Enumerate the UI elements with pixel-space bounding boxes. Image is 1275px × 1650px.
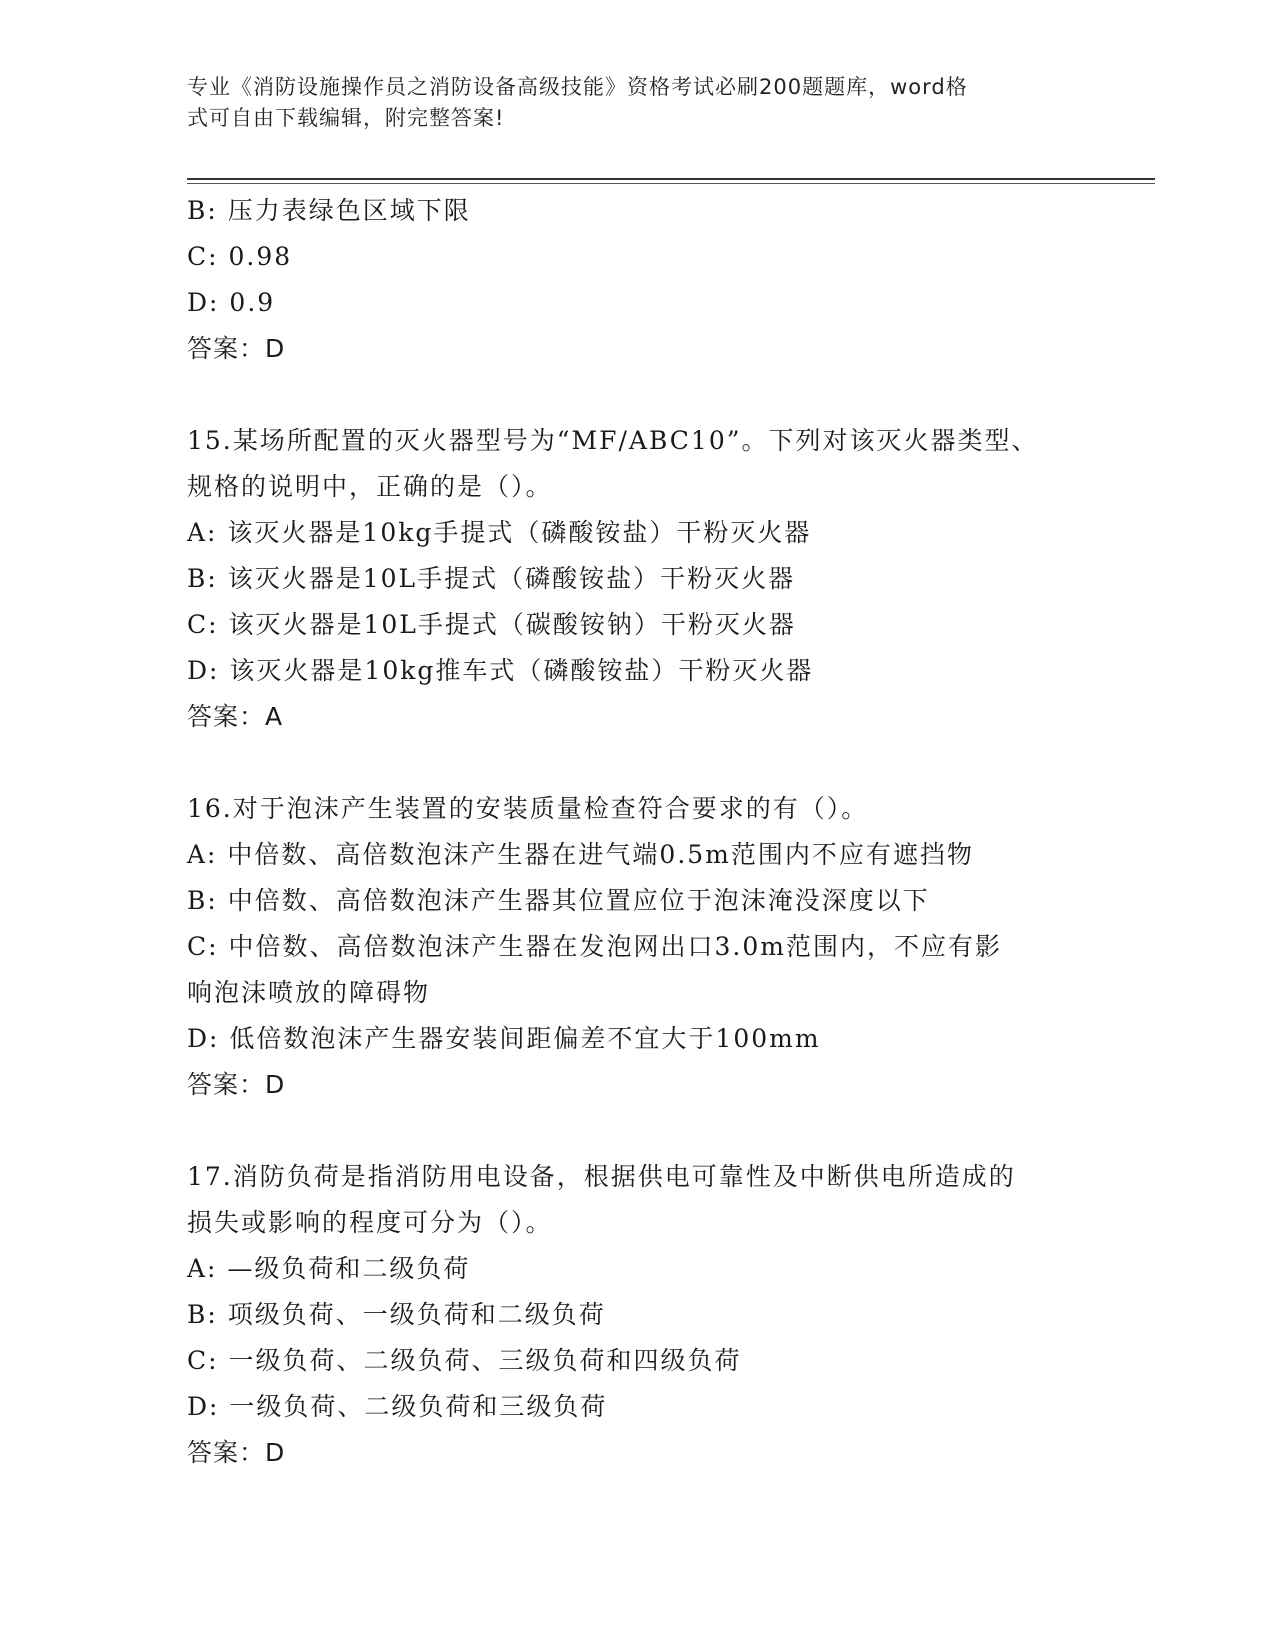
question-stem: 损失或影响的程度可分为（）。 [187, 1208, 553, 1237]
option-d: D: 一级负荷、二级负荷和三级负荷 [187, 1392, 608, 1421]
header-line-1: 专业《消防设施操作员之消防设备高级技能》资格考试必刷200题题库，word格 [187, 75, 968, 99]
option-a: A: 中倍数、高倍数泡沫产生器在进气端0.5m范围内不应有遮挡物 [187, 840, 974, 869]
option-b: B: 该灭火器是10L手提式（磷酸铵盐）干粉灭火器 [187, 564, 796, 593]
option-c-continued: 响泡沫喷放的障碍物 [187, 978, 431, 1007]
spacer [187, 372, 1087, 418]
option-b: B: 项级负荷、一级负荷和二级负荷 [187, 1300, 606, 1329]
question-stem: 16.对于泡沫产生装置的安装质量检查符合要求的有（）。 [187, 794, 869, 823]
option-d: D: 该灭火器是10kg推车式（磷酸铵盐）干粉灭火器 [187, 656, 814, 685]
spacer [187, 1108, 1087, 1154]
option-c: C: 该灭火器是10L手提式（碳酸铵钠）干粉灭火器 [187, 610, 796, 639]
option-c: C: 一级负荷、二级负荷、三级负荷和四级负荷 [187, 1346, 742, 1375]
document-header [187, 72, 1067, 134]
question-16 [187, 786, 1087, 1108]
option-a: A: 该灭火器是10kg手提式（磷酸铵盐）干粉灭火器 [187, 518, 812, 547]
question-stem: 17.消防负荷是指消防用电设备，根据供电可靠性及中断供电所造成的 [187, 1162, 1016, 1191]
header-line-2: 式可自由下载编辑，附完整答案! [187, 106, 505, 130]
question-15 [187, 418, 1087, 740]
question-17 [187, 1154, 1087, 1476]
answer-label: 答案：D [187, 1070, 286, 1099]
option-c: C: 中倍数、高倍数泡沫产生器在发泡网出口3.0m范围内，不应有影 [187, 932, 1002, 961]
option-d: D: 低倍数泡沫产生器安装间距偏差不宜大于100mm [187, 1024, 821, 1053]
option-d: D: 0.9 [187, 288, 276, 317]
question-stem: 规格的说明中，正确的是（）。 [187, 472, 553, 501]
option-b: B: 中倍数、高倍数泡沫产生器其位置应位于泡沫淹没深度以下 [187, 886, 930, 915]
question-content [187, 188, 1087, 1476]
question-14-continuation [187, 188, 1087, 372]
question-stem: 15.某场所配置的灭火器型号为“MF/ABC10”。下列对该灭火器类型、 [187, 426, 1039, 455]
option-a: A: —级负荷和二级负荷 [187, 1254, 471, 1283]
answer-label: 答案：A [187, 702, 284, 731]
answer-label: 答案：D [187, 334, 286, 363]
answer-label: 答案：D [187, 1438, 286, 1467]
option-b: B: 压力表绿色区域下限 [187, 196, 471, 225]
spacer [187, 740, 1087, 786]
option-c: C: 0.98 [187, 242, 293, 271]
header-divider-thick [187, 178, 1155, 180]
header-divider-thin [187, 183, 1155, 184]
